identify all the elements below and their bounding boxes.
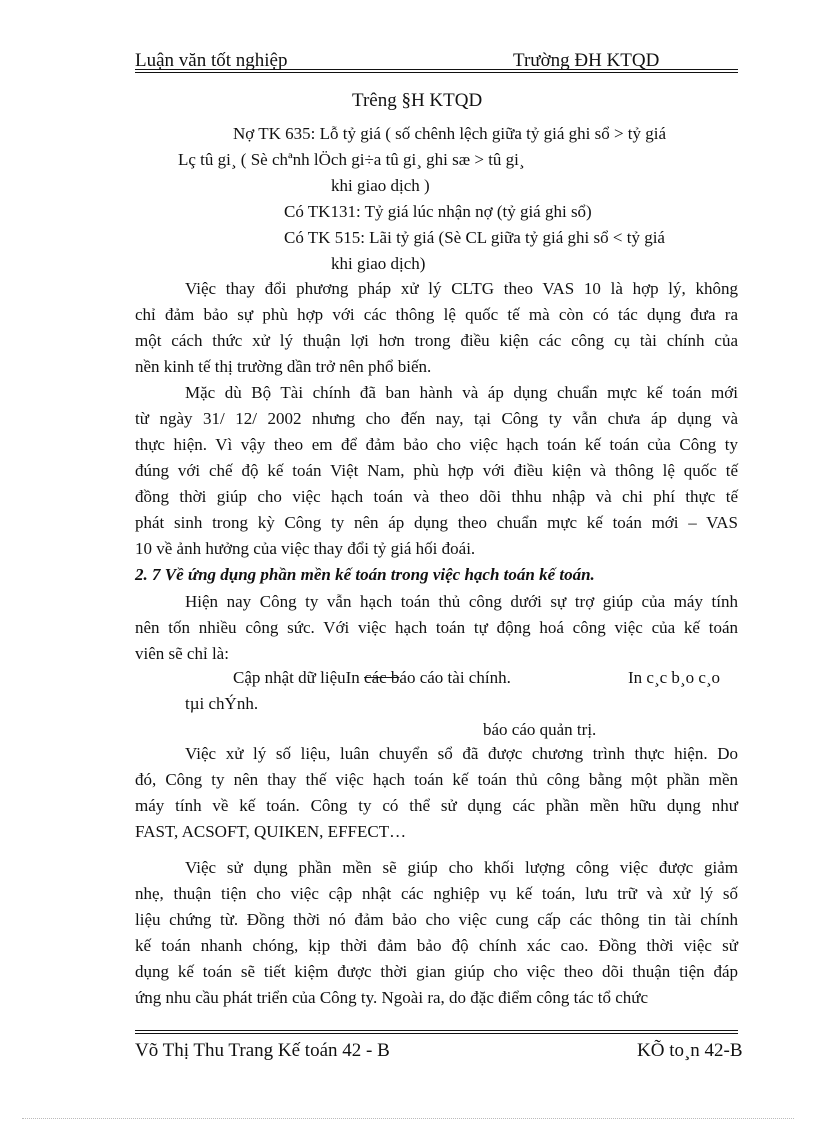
print-text: In (345, 668, 365, 687)
para5-line: nhẹ, thuận tiện cho việc cập nhật các nghiệp vụ kế toán, lưu trữ và xử lý số (135, 884, 738, 903)
para2-line: 10 về ảnh hưởng của việc thay đổi tỷ giá hối đoái. (135, 539, 476, 558)
para1-line: Việc thay đổi phương pháp xử lý CLTG theo VAS 10 là hợp lý, không (185, 279, 738, 298)
para4-line: Việc xử lý số liệu, luân chuyển sổ đã được chương trình thực hiện. Do (185, 744, 738, 763)
footer-divider-top (135, 1030, 738, 1031)
management-report-text: báo cáo quản trị. (483, 720, 597, 739)
header-right: Trường ĐH KTQD (513, 50, 660, 71)
entry-line-3: khi giao dịch ) (331, 176, 430, 195)
para3-line: viên sẽ chỉ là: (135, 644, 229, 663)
footer-right: KÕ to¸n 42-B (637, 1040, 743, 1061)
header-divider-top (135, 69, 738, 70)
para5-line: Việc sử dụng phần mền sẽ giúp cho khối lượng công việc được giảm (185, 858, 738, 877)
entry-line-6: khi giao dịch) (331, 254, 426, 273)
para5-line: dụng kế toán sẽ tiết kiệm được thời gian giúp cho việc theo dõi thuận tiện đáp (135, 962, 738, 981)
para3-line: nên tốn nhiều công sức. Với việc hạch toán tự động hoá công việc của kế toán (135, 618, 738, 637)
struck-text: các b (364, 668, 400, 687)
para4-line: máy tính về kế toán. Công ty có thể sử dụng các phần mền hữu dụng như (135, 796, 738, 815)
para2-line: từ ngày 31/ 12/ 2002 nhưng cho đến nay, tại Công ty vẫn chưa áp dụng và (135, 409, 738, 428)
para2-line: thực hiện. Vì vậy theo em để đảm bảo cho việc hạch toán kế toán của Công ty (135, 435, 738, 454)
header-divider-bottom (135, 72, 738, 73)
para4-line: FAST, ACSOFT, QUIKEN, EFFECT… (135, 822, 407, 841)
para2-line: đúng với chế độ kế toán Việt Nam, phù hợp với điều kiện và thông lệ quốc tế (135, 461, 738, 480)
update-data-text: Cập nhật dữ liệu (233, 668, 346, 687)
footer-left: Võ Thị Thu Trang Kế toán 42 - B (135, 1040, 390, 1061)
garbled-finance-text: tµi chÝnh. (185, 694, 259, 713)
para2-line: phát sinh trong kỳ Công ty nên áp dụng theo chuẩn mực kế toán mới – VAS (135, 513, 738, 532)
para5-line: ứng nhu cầu phát triển của Công ty. Ngoài ra, do đặc điểm công tác tổ chức (135, 988, 648, 1007)
financial-report-text: áo cáo tài chính. (399, 668, 511, 687)
para2-line: Mặc dù Bộ Tài chính đã ban hành và áp dụng chuẩn mực kế toán mới (185, 383, 738, 402)
para1-line: chỉ đảm bảo sự phù hợp với các thông lệ quốc tế mà còn có tác dụng đưa ra (135, 305, 738, 324)
entry-line-4: Có TK131: Tỷ giá lúc nhận nợ (tỷ giá ghi sổ) (284, 202, 592, 221)
para4-line: đó, Công ty nên thay thế việc hạch toán kế toán thủ công bằng một phần mền (135, 770, 738, 789)
para5-line: kế toán nhanh chóng, kịp thời đảm bảo độ chính xác cao. Đồng thời việc sử (135, 936, 738, 955)
para1-line: một cách thức xử lý thuận lợi hơn trong điều kiện các công cụ tài chính của (135, 331, 738, 350)
para5-line: liệu chứng từ. Đồng thời nó đảm bảo cho việc cung cấp các thông tin tài chính (135, 910, 738, 929)
garbled-header-text: Trêng §H KTQD (352, 90, 483, 111)
para3-line: Hiện nay Công ty vẫn hạch toán thủ công dưới sự trợ giúp của máy tính (185, 592, 738, 611)
garbled-print-text: In c¸c b¸o c¸o (628, 668, 721, 687)
para1-line: nền kinh tế thị trường dần trở nên phổ biến. (135, 357, 432, 376)
section-heading: 2. 7 Về ứng dụng phần mền kế toán trong việc hạch toán kế toán. (135, 565, 595, 584)
footer-divider-bottom (135, 1033, 738, 1034)
para2-line: đồng thời giúp cho việc hạch toán và theo dõi thhu nhập và chi phí thực tế (135, 487, 738, 506)
entry-line-5: Có TK 515: Lãi tỷ giá (Sè CL giữa tỷ giá ghi sổ < tỷ giá (284, 228, 665, 247)
page-boundary (22, 1118, 794, 1119)
update-data-line (233, 665, 511, 691)
header-left: Luận văn tốt nghiệp (135, 50, 288, 71)
entry-line-2: Lç tû gi¸ ( Sè chªnh lÖch gi÷a tû gi¸ ghi sæ > tû gi¸ (178, 150, 525, 169)
entry-line-1: Nợ TK 635: Lỗ tỷ giá ( số chênh lệch giữa tỷ giá ghi sổ > tỷ giá (233, 124, 667, 143)
